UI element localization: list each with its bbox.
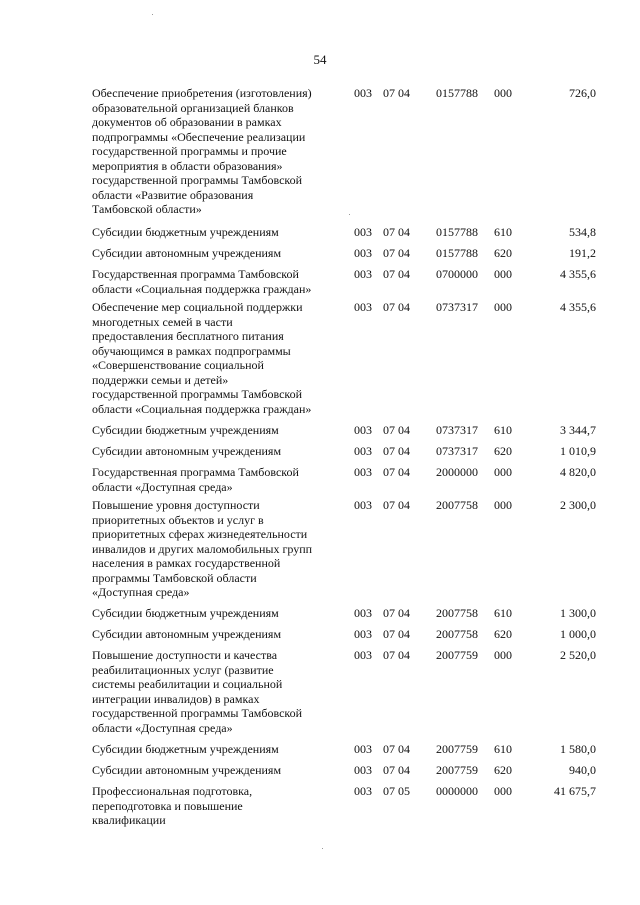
target-item-code: 2007758 (436, 627, 478, 641)
table-row (0, 742, 640, 763)
row-name: Субсидии автономным учреждениям (92, 763, 282, 777)
section-code: 07 05 (383, 784, 410, 798)
row-name: Субсидии автономным учреждениям (92, 627, 282, 641)
table-row (0, 763, 640, 784)
target-item-code: 0737317 (436, 444, 478, 458)
expense-type-code: 610 (494, 606, 512, 620)
row-name: Субсидии бюджетным учреждениям (92, 225, 279, 239)
row-name: Государственная программа Тамбовской области «Социальная поддержка граждан» (92, 267, 312, 296)
table-row (0, 627, 640, 648)
scan-speck (322, 848, 323, 849)
section-code: 07 04 (383, 648, 410, 662)
row-name: Обеспечение приобретения (изготовления) образовательной организацией бланков документов об образовании в рамках подпрограммы «Обеспечение реализации государственной программы и прочие мероприятия в области образования» государственной программы Тамбовской области «Развитие образования Тамбовской области» (92, 86, 312, 216)
department-code: 003 (354, 763, 372, 777)
row-name: Субсидии бюджетным учреждениям (92, 423, 279, 437)
target-item-code: 0157788 (436, 225, 478, 239)
section-code: 07 04 (383, 763, 410, 777)
section-code: 07 04 (383, 423, 410, 437)
department-code: 003 (354, 444, 372, 458)
amount: 2 300,0 (560, 498, 596, 512)
target-item-code: 2007759 (436, 763, 478, 777)
row-name: Субсидии бюджетным учреждениям (92, 606, 279, 620)
amount: 4 820,0 (560, 465, 596, 479)
section-code: 07 04 (383, 225, 410, 239)
expense-type-code: 000 (494, 86, 512, 100)
expense-type-code: 000 (494, 498, 512, 512)
target-item-code: 0000000 (436, 784, 478, 798)
row-name: Субсидии бюджетным учреждениям (92, 742, 279, 756)
expense-type-code: 610 (494, 423, 512, 437)
section-code: 07 04 (383, 627, 410, 641)
expense-type-code: 000 (494, 784, 512, 798)
expense-type-code: 000 (494, 267, 512, 281)
section-code: 07 04 (383, 444, 410, 458)
department-code: 003 (354, 606, 372, 620)
table-row (0, 465, 640, 498)
row-name: Субсидии автономным учреждениям (92, 246, 282, 260)
department-code: 003 (354, 86, 372, 100)
expense-type-code: 620 (494, 763, 512, 777)
row-name: Повышение уровня доступности приоритетных объектов и услуг в приоритетных сферах жизнедеятельности инвалидов и других маломобильных групп населения в рамках государственной программы Тамбовской области «Доступная среда» (92, 498, 313, 599)
amount: 1 300,0 (560, 606, 596, 620)
department-code: 003 (354, 465, 372, 479)
amount: 1 000,0 (560, 627, 596, 641)
amount: 1 010,9 (560, 444, 596, 458)
table-row (0, 784, 640, 834)
target-item-code: 0737317 (436, 300, 478, 314)
expense-type-code: 000 (494, 648, 512, 662)
table-row (0, 86, 640, 225)
section-code: 07 04 (383, 606, 410, 620)
amount: 4 355,6 (560, 300, 596, 314)
table-row (0, 225, 640, 246)
department-code: 003 (354, 300, 372, 314)
amount: 940,0 (569, 763, 596, 777)
target-item-code: 2007758 (436, 498, 478, 512)
table-row (0, 606, 640, 627)
row-name: Профессиональная подготовка, переподготовка и повышение квалификации (92, 784, 253, 827)
department-code: 003 (354, 423, 372, 437)
budget-table (0, 86, 640, 834)
row-name: Обеспечение мер социальной поддержки многодетных семей в части предоставления бесплатного питания обучающимся в рамках подпрограммы «Совершенствование социальной поддержки семьи и детей» государственной программы Тамбовской области «Социальная поддержка граждан» (92, 300, 312, 416)
table-row (0, 498, 640, 606)
row-name: Государственная программа Тамбовской области «Доступная среда» (92, 465, 299, 494)
expense-type-code: 610 (494, 742, 512, 756)
section-code: 07 04 (383, 498, 410, 512)
expense-type-code: 620 (494, 444, 512, 458)
department-code: 003 (354, 246, 372, 260)
page-number: 54 (313, 52, 327, 67)
target-item-code: 2007759 (436, 648, 478, 662)
department-code: 003 (354, 498, 372, 512)
section-code: 07 04 (383, 86, 410, 100)
department-code: 003 (354, 267, 372, 281)
amount: 534,8 (569, 225, 596, 239)
section-code: 07 04 (383, 246, 410, 260)
department-code: 003 (354, 784, 372, 798)
table-row (0, 648, 640, 742)
scan-speck (349, 214, 350, 215)
department-code: 003 (354, 225, 372, 239)
amount: 2 520,0 (560, 648, 596, 662)
row-name: Субсидии автономным учреждениям (92, 444, 282, 458)
amount: 726,0 (569, 86, 596, 100)
amount: 191,2 (569, 246, 596, 260)
row-name: Повышение доступности и качества реабилитационных услуг (развитие системы реабилитации и социальной интеграции инвалидов) в рамках государственной программы Тамбовской области «Доступная среда» (92, 648, 303, 735)
amount: 3 344,7 (560, 423, 596, 437)
target-item-code: 0157788 (436, 86, 478, 100)
target-item-code: 2007758 (436, 606, 478, 620)
expense-type-code: 000 (494, 465, 512, 479)
section-code: 07 04 (383, 742, 410, 756)
target-item-code: 0700000 (436, 267, 478, 281)
target-item-code: 0157788 (436, 246, 478, 260)
expense-type-code: 620 (494, 627, 512, 641)
section-code: 07 04 (383, 300, 410, 314)
table-row (0, 423, 640, 444)
expense-type-code: 000 (494, 300, 512, 314)
department-code: 003 (354, 627, 372, 641)
table-row (0, 300, 640, 423)
amount: 41 675,7 (554, 784, 596, 798)
section-code: 07 04 (383, 465, 410, 479)
table-row (0, 444, 640, 465)
table-row (0, 246, 640, 267)
target-item-code: 2007759 (436, 742, 478, 756)
section-code: 07 04 (383, 267, 410, 281)
scan-speck (152, 14, 153, 15)
department-code: 003 (354, 742, 372, 756)
amount: 4 355,6 (560, 267, 596, 281)
department-code: 003 (354, 648, 372, 662)
table-row (0, 267, 640, 300)
amount: 1 580,0 (560, 742, 596, 756)
expense-type-code: 620 (494, 246, 512, 260)
expense-type-code: 610 (494, 225, 512, 239)
target-item-code: 2000000 (436, 465, 478, 479)
target-item-code: 0737317 (436, 423, 478, 437)
